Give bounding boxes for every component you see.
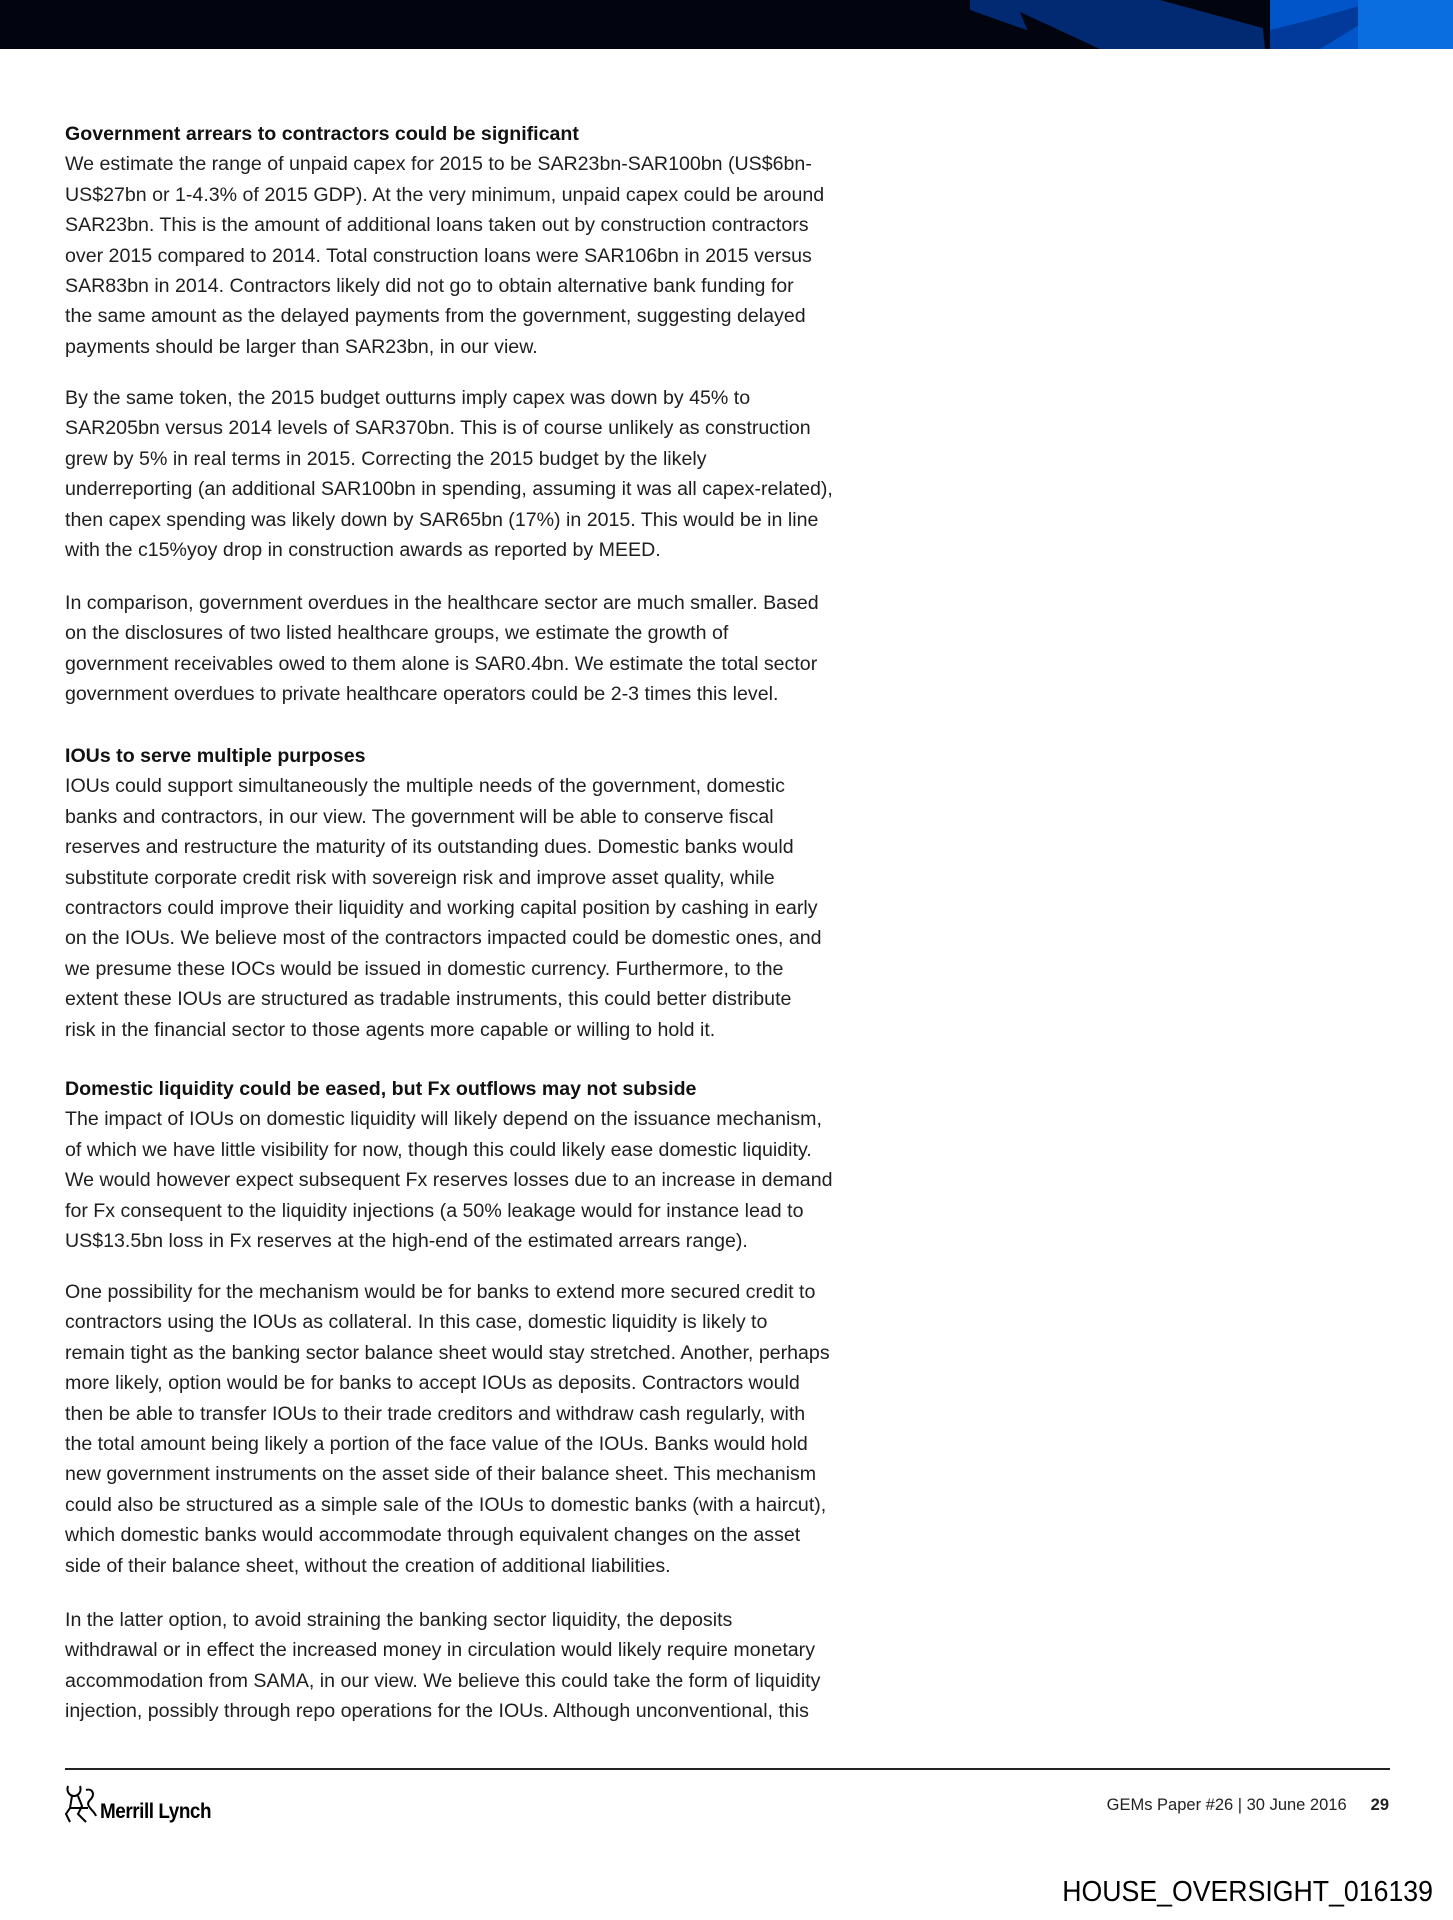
text-line: SAR205bn versus 2014 levels of SAR370bn. This is of course unlikely as construction <box>65 417 811 440</box>
text-line: new government instruments on the asset side of their balance sheet. This mechanism <box>65 1463 817 1486</box>
section-heading: Government arrears to contractors could be significant <box>65 123 579 145</box>
text-line: We would however expect subsequent Fx reserves losses due to an increase in demand <box>65 1169 833 1192</box>
text-line: US$27bn or 1-4.3% of 2015 GDP). At the very minimum, unpaid capex could be around <box>65 183 825 206</box>
paragraph <box>65 1104 925 1256</box>
text-line: on the IOUs. We believe most of the contractors impacted could be domestic ones, and <box>65 927 822 950</box>
text-line: more likely, option would be for banks to accept IOUs as deposits. Contractors would <box>65 1372 800 1395</box>
text-line: We estimate the range of unpaid capex for 2015 to be SAR23bn-SAR100bn (US$6bn- <box>65 153 812 176</box>
text-line: By the same token, the 2015 budget outturns imply capex was down by 45% to <box>65 387 751 409</box>
text-line: In the latter option, to avoid straining the banking sector liquidity, the deposits <box>65 1609 733 1631</box>
text-line: SAR23bn. This is the amount of additional loans taken out by construction contractors <box>65 214 809 237</box>
text-line: injection, possibly through repo operations for the IOUs. Although unconventional, this <box>65 1700 809 1723</box>
paragraph <box>65 588 925 710</box>
merrill-lynch-logo <box>64 1782 223 1824</box>
document-stamp: HOUSE_OVERSIGHT_016139 <box>1062 1876 1433 1908</box>
section-heading: IOUs to serve multiple purposes <box>65 745 366 767</box>
text-line: The impact of IOUs on domestic liquidity will likely depend on the issuance mechanism, <box>65 1108 822 1131</box>
text-line: SAR83bn in 2014. Contractors likely did not go to obtain alternative bank funding for <box>65 274 794 297</box>
text-line: contractors could improve their liquidity and working capital position by cashing in early <box>65 896 818 919</box>
text-line: then capex spending was likely down by SAR65bn (17%) in 2015. This would be in line <box>65 508 819 531</box>
text-line: with the c15%yoy drop in construction awards as reported by MEED. <box>65 538 661 561</box>
text-line: the total amount being likely a portion of the face value of the IOUs. Banks would hold <box>65 1432 808 1455</box>
logo-text: Merrill Lynch <box>100 1800 212 1823</box>
text-line: banks and contractors, in our view. The government will be able to conserve fiscal <box>65 805 774 828</box>
text-line: government receivables owed to them alone is SAR0.4bn. We estimate the total sector <box>65 652 818 675</box>
text-line: contractors using the IOUs as collateral. In this case, domestic liquidity is likely to <box>65 1311 768 1334</box>
section-ious-purposes <box>65 741 925 1045</box>
paragraph <box>65 1277 925 1581</box>
text-line: of which we have little visibility for now, though this could likely ease domestic liquidity. <box>65 1138 812 1161</box>
text-line: on the disclosures of two listed healthcare groups, we estimate the growth of <box>65 622 729 645</box>
section-heading: Domestic liquidity could be eased, but Fx outflows may not subside <box>65 1078 697 1100</box>
text-line: payments should be larger than SAR23bn, in our view. <box>65 335 538 358</box>
paragraph <box>65 771 925 1045</box>
text-line: could also be structured as a simple sale of the IOUs to domestic banks (with a haircut), <box>65 1493 827 1516</box>
text-line: grew by 5% in real terms in 2015. Correcting the 2015 budget by the likely <box>65 447 707 470</box>
paragraph <box>65 383 925 565</box>
text-line: over 2015 compared to 2014. Total construction loans were SAR106bn in 2015 versus <box>65 244 812 267</box>
text-line: In comparison, government overdues in the healthcare sector are much smaller. Based <box>65 592 819 614</box>
text-line: extent these IOUs are structured as tradable instruments, this could better distribute <box>65 988 792 1011</box>
paragraph <box>65 1605 925 1727</box>
text-line: then be able to transfer IOUs to their trade creditors and withdraw cash regularly, with <box>65 1402 806 1425</box>
text-line: accommodation from SAMA, in our view. We believe this could take the form of liquidity <box>65 1669 821 1692</box>
text-line: underreporting (an additional SAR100bn in spending, assuming it was all capex-related), <box>65 478 833 501</box>
header-banner <box>0 0 1453 49</box>
text-line: US$13.5bn loss in Fx reserves at the high-end of the estimated arrears range). <box>65 1229 748 1252</box>
text-line: we presume these IOCs would be issued in domestic currency. Furthermore, to the <box>65 957 784 980</box>
text-line: side of their balance sheet, without the creation of additional liabilities. <box>65 1554 671 1577</box>
text-line: withdrawal or in effect the increased money in circulation would likely require monetary <box>65 1639 816 1662</box>
text-line: for Fx consequent to the liquidity injections (a 50% leakage would for instance lead to <box>65 1199 804 1222</box>
section-government-arrears <box>65 119 925 362</box>
text-line: One possibility for the mechanism would be for banks to extend more secured credit to <box>65 1281 816 1303</box>
text-line: reserves and restructure the maturity of its outstanding dues. Domestic banks would <box>65 836 794 859</box>
footer-info <box>1107 1796 1389 1815</box>
section-domestic-liquidity <box>65 1074 925 1256</box>
bull-icon <box>64 1784 98 1824</box>
text-line: which domestic banks would accommodate through equivalent changes on the asset <box>65 1524 801 1547</box>
footer-divider <box>65 1768 1390 1770</box>
text-line: risk in the financial sector to those agents more capable or willing to hold it. <box>65 1018 716 1041</box>
text-line: IOUs could support simultaneously the multiple needs of the government, domestic <box>65 775 785 798</box>
text-line: government overdues to private healthcare operators could be 2-3 times this level. <box>65 683 779 706</box>
text-line: remain tight as the banking sector balance sheet would stay stretched. Another, perhaps <box>65 1341 830 1364</box>
publication-info: GEMs Paper #26 | 30 June 2016 <box>1106 1796 1347 1814</box>
page-number: 29 <box>1370 1796 1389 1814</box>
paragraph <box>65 149 925 362</box>
text-line: substitute corporate credit risk with sovereign risk and improve asset quality, while <box>65 866 775 889</box>
text-line: the same amount as the delayed payments from the government, suggesting delayed <box>65 305 806 328</box>
